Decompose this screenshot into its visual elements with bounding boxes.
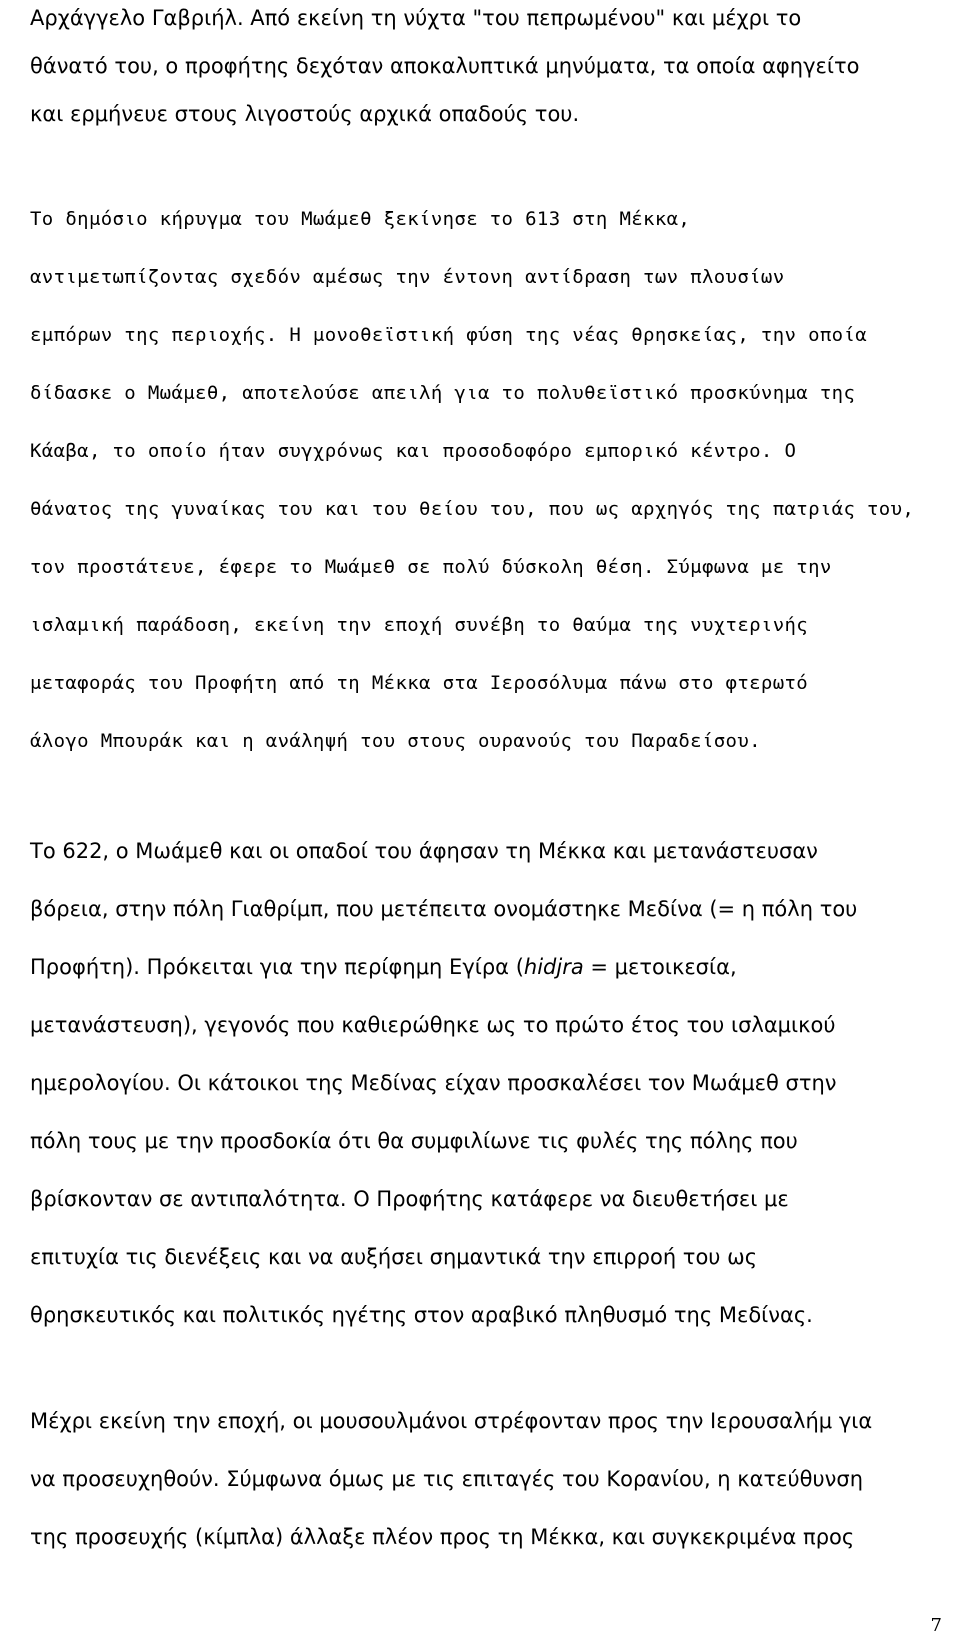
text-line: θρησκευτικός και πολιτικός ηγέτης στον αραβικό πληθυσμό της Μεδίνας.: [30, 1303, 813, 1327]
page-number: 7: [930, 1615, 942, 1636]
text-line: να προσευχηθούν. Σύμφωνα όμως με τις επιταγές του Κορανίου, η κατεύθυνση: [30, 1467, 864, 1491]
text-line: της προσευχής (κίμπλα) άλλαξε πλέον προς τη Μέκκα, και συγκεκριμένα προς: [30, 1525, 855, 1549]
text-line: δίδασκε ο Μωάμεθ, αποτελούσε απειλή για το πολυθεϊστικό προσκύνημα της: [30, 382, 856, 404]
text-line: μετανάστευση), γεγονός που καθιερώθηκε ως το πρώτο έτος του ισλαμικού: [30, 1013, 836, 1037]
text-line: πόλη τους με την προσδοκία ότι θα συμφιλίωνε τις φυλές της πόλης που: [30, 1129, 798, 1153]
text-line: Το 622, ο Μωάμεθ και οι οπαδοί του άφησαν τη Μέκκα και μετανάστευσαν: [30, 839, 818, 863]
text-span: = μετοικεσία,: [583, 955, 737, 979]
text-line: επιτυχία τις διενέξεις και να αυξήσει σημαντικά την επιρροή του ως: [30, 1245, 758, 1269]
text-line: Κάαβα, το οποίο ήταν συγχρόνως και προσοδοφόρο εμπορικό κέντρο. Ο: [30, 440, 797, 462]
text-line: Το δημόσιο κήρυγμα του Μωάμεθ ξεκίνησε το 613 στη Μέκκα,: [30, 208, 691, 230]
text-line: τον προστάτευε, έφερε το Μωάμεθ σε πολύ δύσκολη θέση. Σύμφωνα με την: [30, 556, 832, 578]
text-line: θάνατό του, ο προφήτης δεχόταν αποκαλυπτικά μηνύματα, τα οποία αφηγείτο: [30, 54, 860, 78]
text-line: και ερμήνευε στους λιγοστούς αρχικά οπαδούς του.: [30, 102, 580, 126]
text-line: αντιμετωπίζοντας σχεδόν αμέσως την έντονη αντίδραση των πλουσίων: [30, 266, 785, 288]
text-line: θάνατος της γυναίκας του και του θείου του, που ως αρχηγός της πατριάς του,: [30, 498, 915, 520]
text-span: Προφήτη). Πρόκειται για την περίφημη Εγίρα (: [30, 955, 524, 979]
text-line: βρίσκονταν σε αντιπαλότητα. Ο Προφήτης κατάφερε να διευθετήσει με: [30, 1187, 789, 1211]
text-line: μεταφοράς του Προφήτη από τη Μέκκα στα Ιεροσόλυμα πάνω στο φτερωτό: [30, 672, 809, 694]
italic-term: hidjra: [523, 955, 584, 979]
text-line: άλογο Μπουράκ και η ανάληψή του στους ουρανούς του Παραδείσου.: [30, 730, 761, 752]
text-line: ισλαμική παράδοση, εκείνη την εποχή συνέβη το θαύμα της νυχτερινής: [30, 614, 809, 636]
text-line: εμπόρων της περιοχής. Η μονοθεϊστική φύση της νέας θρησκείας, την οποία: [30, 324, 868, 346]
text-line: Μέχρι εκείνη την εποχή, οι μουσουλμάνοι στρέφονταν προς την Ιερουσαλήμ για: [30, 1409, 873, 1433]
text-line: Αρχάγγελο Γαβριήλ. Από εκείνη τη νύχτα "του πεπρωμένου" και μέχρι το: [30, 6, 802, 30]
text-line: ημερολογίου. Οι κάτοικοι της Μεδίνας είχαν προσκαλέσει τον Μωάμεθ στην: [30, 1071, 837, 1095]
text-line: [30, 957, 737, 978]
text-line: βόρεια, στην πόλη Γιαθρίμπ, που μετέπειτα ονομάστηκε Μεδίνα (= η πόλη του: [30, 897, 858, 921]
